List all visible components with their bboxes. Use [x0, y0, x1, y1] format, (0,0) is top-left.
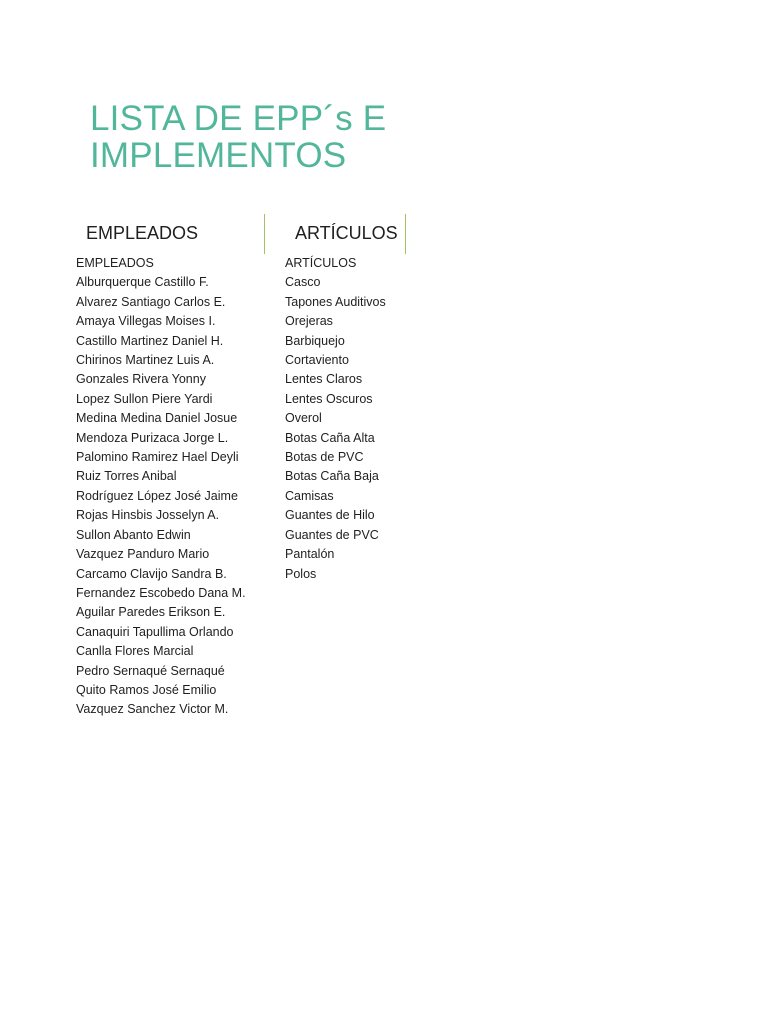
employee-list-item: Carcamo Clavijo Sandra B. — [76, 566, 227, 581]
employee-list-item: Sullon Abanto Edwin — [76, 527, 191, 542]
article-list-item: Camisas — [285, 488, 334, 503]
employee-list-item: Canlla Flores Marcial — [76, 644, 194, 659]
article-list-item: ARTÍCULOS — [285, 256, 357, 270]
employee-list-item: Quito Ramos José Emilio — [76, 682, 217, 697]
article-list-item: Tapones Auditivos — [285, 294, 386, 309]
article-list-item: Cortaviento — [285, 353, 349, 368]
employee-list-item: Fernandez Escobedo Dana M. — [76, 585, 246, 600]
article-list-item: Guantes de Hilo — [285, 508, 375, 523]
employee-list-item: Alvarez Santiago Carlos E. — [76, 294, 226, 309]
article-list-item: Orejeras — [285, 314, 333, 329]
article-list-item: Lentes Claros — [285, 372, 363, 387]
employee-list-item: Rodríguez López José Jaime — [76, 488, 238, 503]
employee-list-item: Pedro Sernaqué Sernaqué — [76, 663, 225, 678]
employee-list-item: Gonzales Rivera Yonny — [76, 372, 206, 387]
employee-list-item: Vazquez Panduro Mario — [76, 547, 210, 562]
employee-list-item: EMPLEADOS — [76, 256, 154, 270]
employee-list-item: Vazquez Sanchez Victor M. — [76, 702, 229, 717]
employee-list-item: Canaquiri Tapullima Orlando — [76, 624, 234, 639]
article-list-item: Pantalón — [285, 547, 335, 562]
employee-list-item: Aguilar Paredes Erikson E. — [76, 605, 226, 620]
article-list-item: Lentes Oscuros — [285, 391, 373, 406]
employee-list-item: Ruiz Torres Anibal — [76, 469, 177, 484]
article-list-item: Barbiquejo — [285, 333, 345, 348]
employee-list-item: Palomino Ramirez Hael Deyli — [76, 450, 239, 465]
employee-list-item: Medina Medina Daniel Josue — [76, 411, 238, 426]
article-list-item: Overol — [285, 411, 322, 426]
employees-list — [76, 254, 266, 720]
article-list-item: Botas Caña Baja — [285, 469, 379, 484]
article-list-item: Botas Caña Alta — [285, 430, 375, 445]
employee-list-item: Rojas Hinsbis Josselyn A. — [76, 508, 220, 523]
page-title: LISTA DE EPP´s E IMPLEMENTOS — [90, 99, 387, 175]
employee-list-item: Mendoza Purizaca Jorge L. — [76, 430, 229, 445]
article-list-item: Polos — [285, 566, 317, 581]
employees-column-header: EMPLEADOS — [86, 214, 265, 254]
article-list-item: Botas de PVC — [285, 450, 364, 465]
article-list-item: Casco — [285, 275, 321, 290]
employee-list-item: Alburquerque Castillo F. — [76, 275, 209, 290]
article-list-item: Guantes de PVC — [285, 527, 379, 542]
employee-list-item: Chirinos Martinez Luis A. — [76, 353, 215, 368]
employee-list-item: Castillo Martinez Daniel H. — [76, 333, 224, 348]
employee-list-item: Amaya Villegas Moises I. — [76, 314, 216, 329]
articles-column-header: ARTÍCULOS — [295, 214, 406, 254]
articles-list — [285, 254, 405, 584]
employee-list-item: Lopez Sullon Piere Yardi — [76, 391, 213, 406]
